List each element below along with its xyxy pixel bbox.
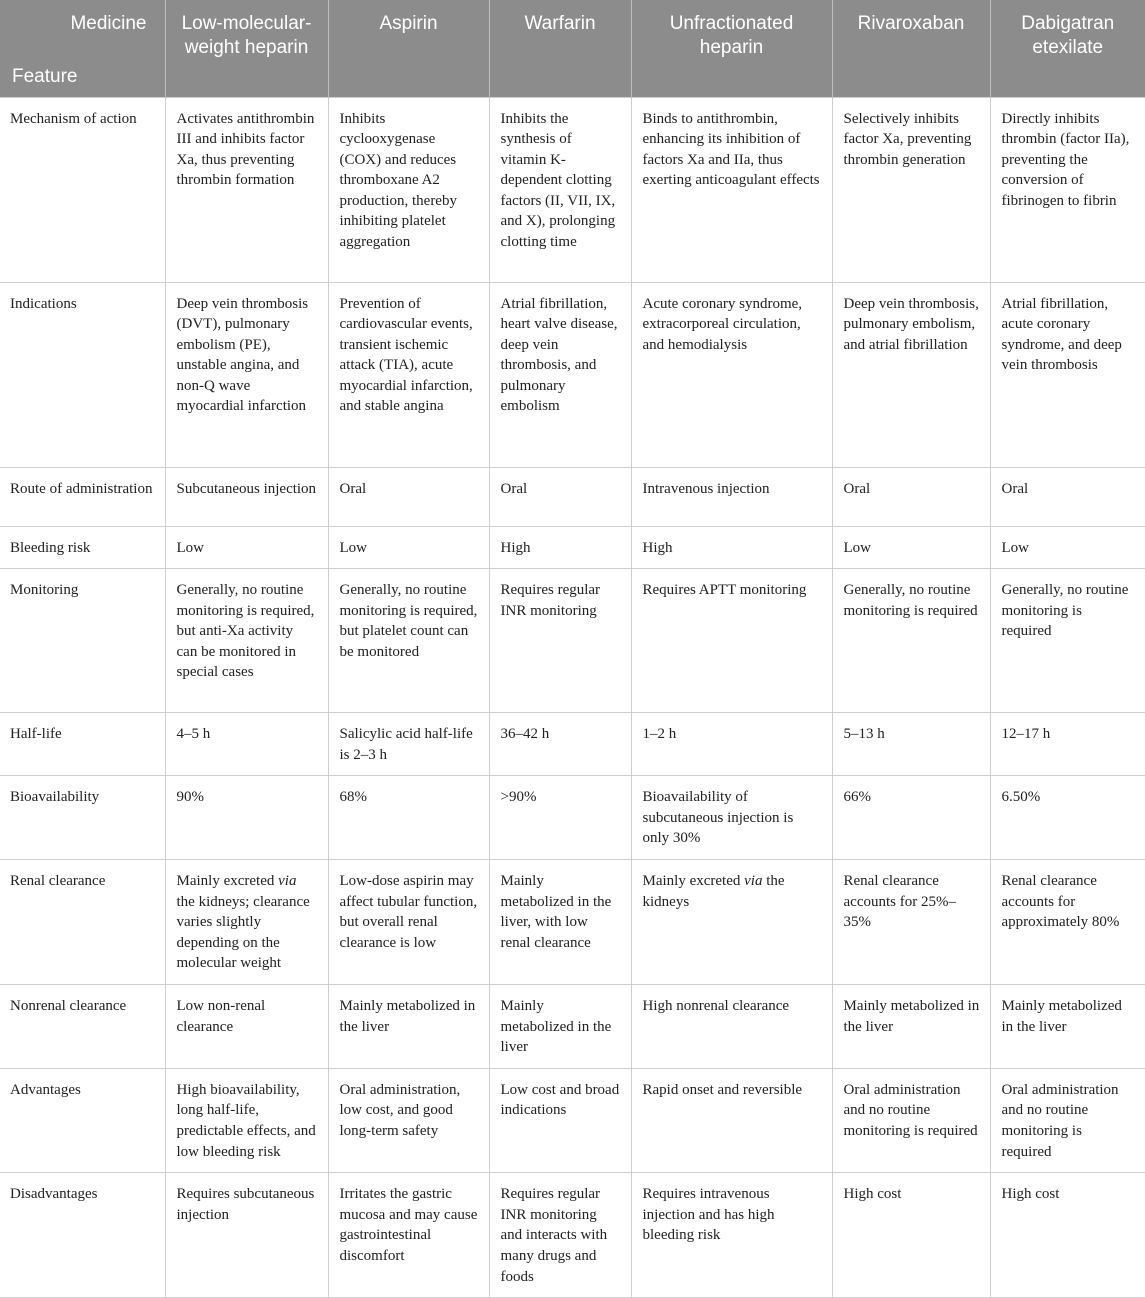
table-cell-aspirin: Oral administration, low cost, and good long-term safety [328,1068,489,1172]
table-cell-lmwh: Requires subcutaneous injection [165,1173,328,1298]
table-cell-lmwh: Low non-renal clearance [165,985,328,1069]
table-cell-lmwh: Activates antithrombin III and inhibits factor Xa, thus preventing thrombin formation [165,97,328,282]
header-row [0,0,1145,97]
table-cell-dabigatran: 12–17 h [990,713,1145,776]
table-cell-lmwh: Deep vein thrombosis (DVT), pulmonary embolism (PE), unstable angina, and non-Q wave myocardial infarction [165,282,328,467]
feature-label-cell: Bioavailability [0,776,165,860]
table-cell-warfarin: High [489,526,631,569]
table-cell-unfractionated-heparin: Intravenous injection [631,467,832,526]
table-cell-rivaroxaban: Oral administration and no routine monitoring is required [832,1068,990,1172]
table-cell-lmwh: Generally, no routine monitoring is required, but anti-Xa activity can be monitored in special cases [165,569,328,713]
table-cell-rivaroxaban: 66% [832,776,990,860]
table-cell-dabigatran: Generally, no routine monitoring is required [990,569,1145,713]
feature-label-cell: Nonrenal clearance [0,985,165,1069]
table-row [0,985,1145,1069]
column-header-rivaroxaban: Rivaroxaban [832,0,990,97]
table-cell-lmwh: Subcutaneous injection [165,467,328,526]
table-cell-lmwh: 4–5 h [165,713,328,776]
table-cell-warfarin: Oral [489,467,631,526]
table-cell-warfarin: Requires regular INR monitoring and interacts with many drugs and foods [489,1173,631,1298]
table-cell-warfarin: Low cost and broad indications [489,1068,631,1172]
table-row [0,526,1145,569]
table-body [0,97,1145,1298]
table-row [0,569,1145,713]
table-cell-unfractionated-heparin: Requires intravenous injection and has high bleeding risk [631,1173,832,1298]
table-row [0,97,1145,282]
medicine-header-label: Medicine [70,13,147,34]
table-cell-rivaroxaban: Oral [832,467,990,526]
table-row [0,860,1145,985]
cell-emphasis: via [744,873,763,890]
table-cell-aspirin: Oral [328,467,489,526]
table-cell-rivaroxaban: Mainly metabolized in the liver [832,985,990,1069]
table-cell-dabigatran: Oral [990,467,1145,526]
feature-label-cell: Renal clearance [0,860,165,985]
table-cell-warfarin: Requires regular INR monitoring [489,569,631,713]
table-row [0,1173,1145,1298]
table-cell-dabigatran: Atrial fibrillation, acute coronary syndrome, and deep vein thrombosis [990,282,1145,467]
table-header [0,0,1145,97]
feature-label-cell: Bleeding risk [0,526,165,569]
feature-label-cell: Indications [0,282,165,467]
table-cell-aspirin: Irritates the gastric mucosa and may cause gastrointestinal discomfort [328,1173,489,1298]
table-cell-unfractionated-heparin [631,860,832,985]
table-row [0,776,1145,860]
cell-text: Mainly excreted [642,873,745,890]
table-row [0,1068,1145,1172]
table-row [0,282,1145,467]
table-cell-warfarin: Mainly metabolized in the liver [489,985,631,1069]
table-cell-dabigatran: Oral administration and no routine monitoring is required [990,1068,1145,1172]
table-row [0,467,1145,526]
table-cell-aspirin: 68% [328,776,489,860]
table-cell-aspirin: Low-dose aspirin may affect tubular function, but overall renal clearance is low [328,860,489,985]
column-header-warfarin: Warfarin [489,0,631,97]
table-cell-warfarin: Mainly metabolized in the liver, with low renal clearance [489,860,631,985]
table-cell-rivaroxaban: Renal clearance accounts for 25%–35% [832,860,990,985]
table-cell-rivaroxaban: Deep vein thrombosis, pulmonary embolism, and atrial fibrillation [832,282,990,467]
table-cell-warfarin: 36–42 h [489,713,631,776]
table-cell-unfractionated-heparin: Bioavailability of subcutaneous injection is only 30% [631,776,832,860]
table-cell-dabigatran: Mainly metabolized in the liver [990,985,1145,1069]
corner-header-cell [0,0,165,97]
table-cell-unfractionated-heparin: 1–2 h [631,713,832,776]
cell-text: Mainly excreted [176,873,279,890]
table-cell-aspirin: Low [328,526,489,569]
table-cell-rivaroxaban: Low [832,526,990,569]
feature-header-label: Feature [12,66,78,87]
table-cell-unfractionated-heparin: Rapid onset and reversible [631,1068,832,1172]
table-cell-dabigatran: Low [990,526,1145,569]
table-cell-unfractionated-heparin: High nonrenal clearance [631,985,832,1069]
table-cell-warfarin: Inhibits the synthesis of vitamin K-dependent clotting factors (II, VII, IX, and X), prolonging clotting time [489,97,631,282]
table-cell-lmwh [165,860,328,985]
table-cell-dabigatran: High cost [990,1173,1145,1298]
feature-label-cell: Half-life [0,713,165,776]
column-header-lmwh: Low-molecular-weight heparin [165,0,328,97]
feature-label-cell: Advantages [0,1068,165,1172]
cell-text: the kidneys [642,873,785,910]
cell-text: the kidneys; clearance varies slightly depending on the molecular weight [176,893,310,972]
table-cell-lmwh: High bioavailability, long half-life, predictable effects, and low bleeding risk [165,1068,328,1172]
table-cell-aspirin: Generally, no routine monitoring is required, but platelet count can be monitored [328,569,489,713]
table-cell-rivaroxaban: Generally, no routine monitoring is required [832,569,990,713]
table-cell-aspirin: Mainly metabolized in the liver [328,985,489,1069]
table-cell-aspirin: Prevention of cardiovascular events, transient ischemic attack (TIA), acute myocardial infarction, and stable angina [328,282,489,467]
feature-label-cell: Disadvantages [0,1173,165,1298]
table-cell-lmwh: 90% [165,776,328,860]
table-cell-aspirin: Salicylic acid half-life is 2–3 h [328,713,489,776]
cell-emphasis: via [278,873,297,890]
feature-label-cell: Mechanism of action [0,97,165,282]
table-cell-rivaroxaban: High cost [832,1173,990,1298]
table-cell-rivaroxaban: Selectively inhibits factor Xa, preventing thrombin generation [832,97,990,282]
table-row [0,713,1145,776]
table-cell-rivaroxaban: 5–13 h [832,713,990,776]
table-cell-unfractionated-heparin: Binds to antithrombin, enhancing its inhibition of factors Xa and IIa, thus exerting anticoagulant effects [631,97,832,282]
feature-label-cell: Monitoring [0,569,165,713]
feature-label-cell: Route of administration [0,467,165,526]
table-cell-unfractionated-heparin: Requires APTT monitoring [631,569,832,713]
table-cell-warfarin: >90% [489,776,631,860]
column-header-unfractionated-heparin: Unfractionated heparin [631,0,832,97]
table-cell-dabigatran: 6.50% [990,776,1145,860]
table-cell-lmwh: Low [165,526,328,569]
column-header-aspirin: Aspirin [328,0,489,97]
table-cell-unfractionated-heparin: Acute coronary syndrome, extracorporeal circulation, and hemodialysis [631,282,832,467]
table-cell-dabigatran: Directly inhibits thrombin (factor IIa), preventing the conversion of fibrinogen to fibrin [990,97,1145,282]
table-cell-warfarin: Atrial fibrillation, heart valve disease, deep vein thrombosis, and pulmonary embolism [489,282,631,467]
table-cell-aspirin: Inhibits cyclooxygenase (COX) and reduces thromboxane A2 production, thereby inhibiting platelet aggregation [328,97,489,282]
table-cell-unfractionated-heparin: High [631,526,832,569]
column-header-dabigatran: Dabigatran etexilate [990,0,1145,97]
table-cell-dabigatran: Renal clearance accounts for approximately 80% [990,860,1145,985]
